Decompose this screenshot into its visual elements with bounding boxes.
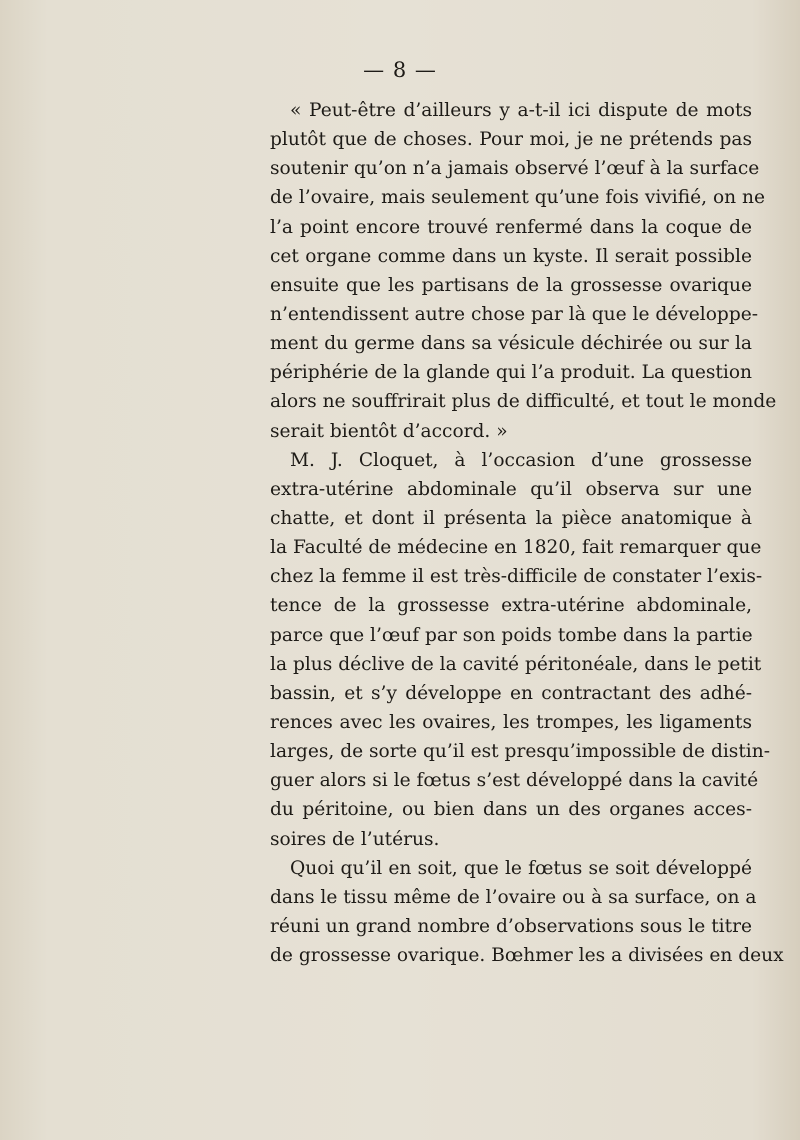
body-text [270,96,784,970]
text-line: cet organe comme dans un kyste. Il serait possible [270,245,752,267]
text-line: bassin, et s’y développe en contractant des adhé- [270,682,752,704]
text-line: plutôt que de choses. Pour moi, je ne prétends pas [270,129,752,151]
paragraph [270,854,784,971]
text-line: réuni un grand nombre d’observations sous le titre [270,915,752,937]
text-line: dans le tissu même de l’ovaire ou à sa surface, on a [270,886,757,908]
text-line: alors ne souffrirait plus de difficulté, et tout le monde [270,391,777,413]
text-line: n’entendissent autre chose par là que le développe- [270,303,759,325]
paragraph [270,446,771,854]
text-line: la Faculté de médecine en 1820, fait remarquer que [270,537,762,559]
text-line: du péritoine, ou bien dans un des organes acces- [270,799,752,821]
text-line: serait bientôt d’accord. » [270,420,508,442]
text-line: larges, de sorte qu’il est presqu’impossible de distin- [270,741,771,763]
text-line: chez la femme il est très-difficile de constater l’exis- [270,566,763,588]
text-line: ensuite que les partisans de la grossesse ovarique [270,274,752,296]
text-line: rences avec les ovaires, les trompes, les ligaments [270,711,752,733]
text-line: parce que l’œuf par son poids tombe dans la partie [270,624,753,646]
paragraph [270,96,777,446]
text-line: M. J. Cloquet, à l’occasion d’une grossesse [290,449,752,471]
text-line: Quoi qu’il en soit, que le fœtus se soit développé [290,857,752,879]
text-line: de grossesse ovarique. Bœhmer les a divisées en deux [270,945,784,967]
text-line: extra-utérine abdominale qu’il observa sur une [270,478,752,500]
text-line: de l’ovaire, mais seulement qu’une fois vivifié, on ne [270,187,766,209]
text-line: soires de l’utérus. [270,828,440,850]
text-line: « Peut-être d’ailleurs y a-t-il ici dispute de mots [290,100,752,121]
text-line: guer alors si le fœtus s’est développé dans la cavité [270,770,759,792]
text-line: ment du germe dans sa vésicule déchirée ou sur la [270,333,752,355]
text-line: la plus déclive de la cavité péritonéale, dans le petit [270,653,762,675]
text-line: l’a point encore trouvé renfermé dans la coque de [270,216,752,238]
text-line: soutenir qu’on n’a jamais observé l’œuf à la surface [270,158,760,180]
text-line: tence de la grossesse extra-utérine abdominale, [270,595,752,617]
text-line: périphérie de la glande qui l’a produit. La question [270,362,752,384]
page-number: — 8 — [363,58,437,82]
text-line: chatte, et dont il présenta la pièce anatomique à [270,507,752,529]
